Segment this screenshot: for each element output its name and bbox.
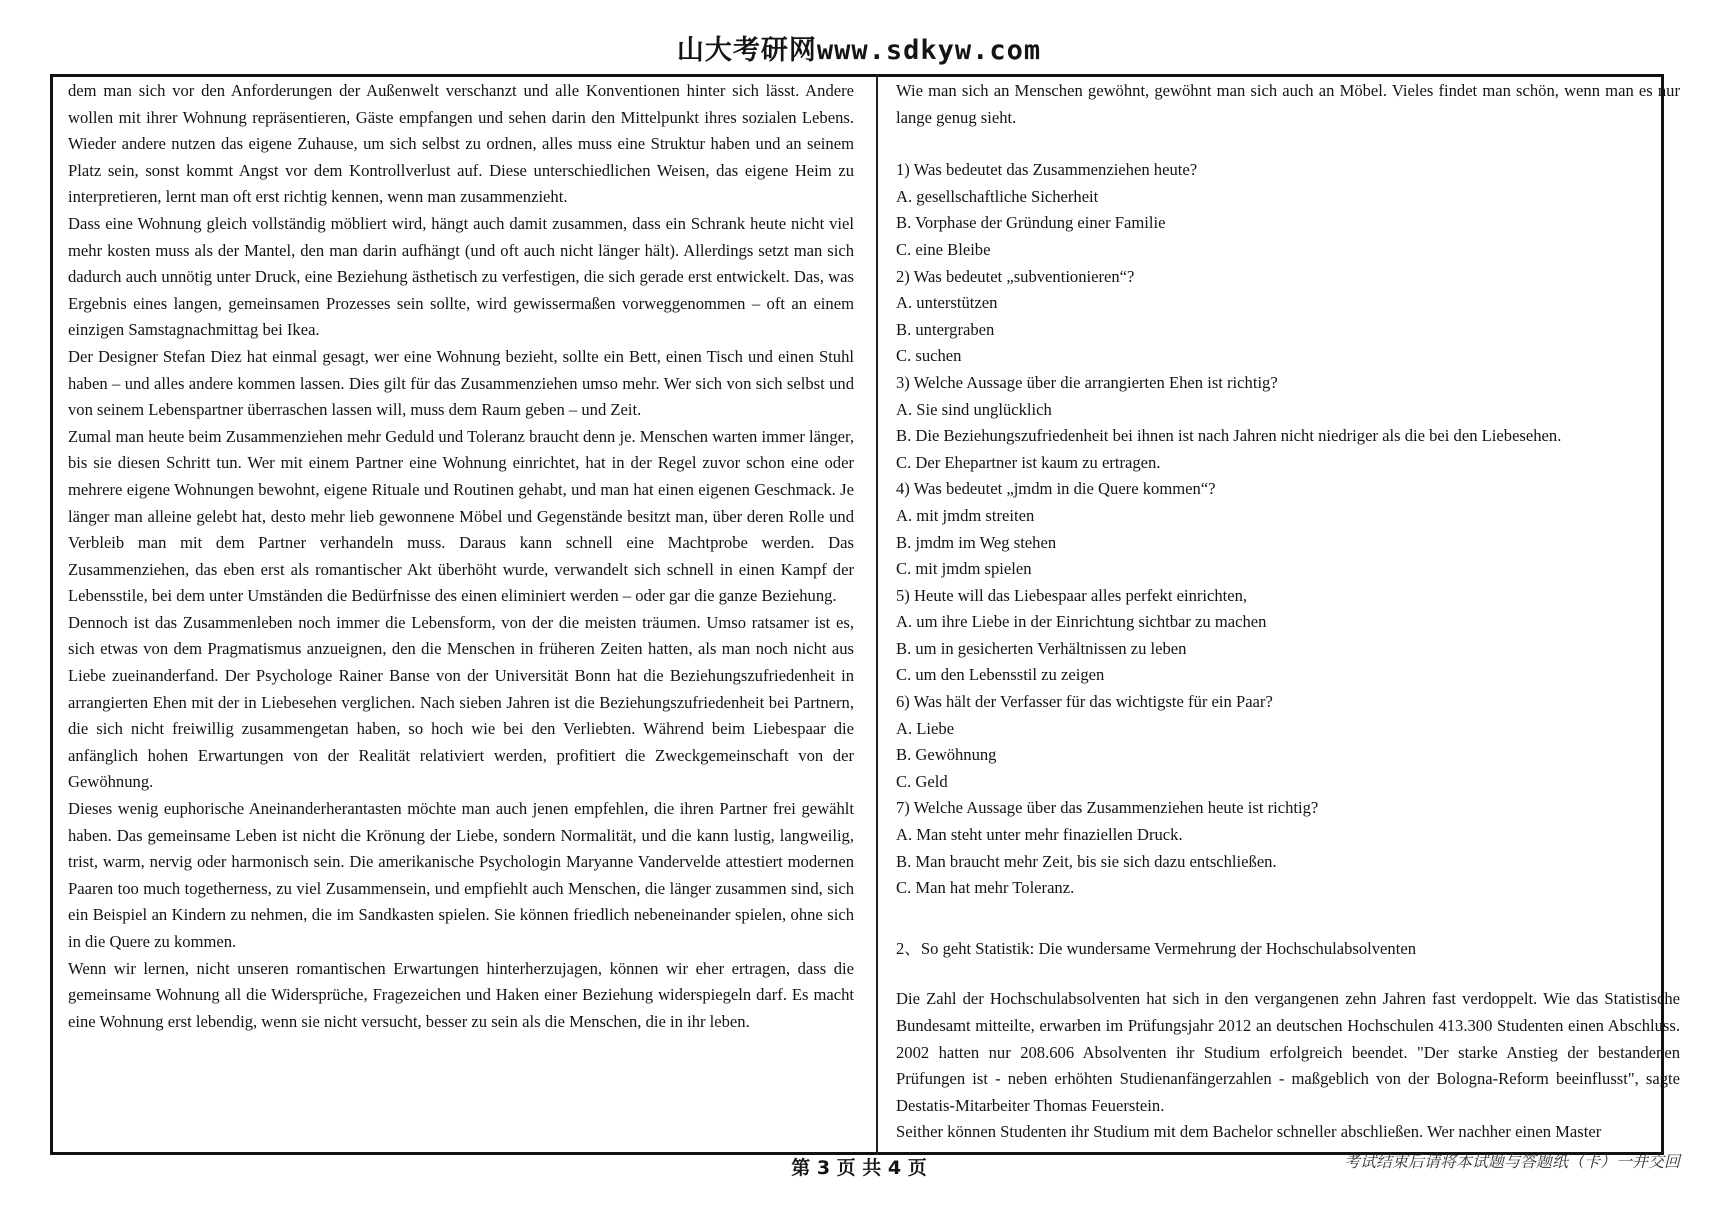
column-divider (876, 74, 878, 1155)
question-option: C. Der Ehepartner ist kaum zu ertragen. (896, 452, 1161, 472)
left-paragraph: Dennoch ist das Zusammenleben noch immer die Lebensform, von der die meisten träumen. Umso ratsamer ist es, sich etwas von dem Pragmatismus anzueignen, den die Menschen in früheren Zeiten hatten, als man noch nicht aus Liebe zueinanderfand. Der Psychologe Rainer Banse von der Universität Bonn hat die Beziehungszufriedenheit in arrangierten Ehen mit der in Liebesehen verglichen. Nach sieben Jahren ist die Beziehungszufriedenheit bei Partnern, die sich nicht freiwillig zusammengetan haben, so hoch wie bei den Verliebten. Während beim Liebespaar die anfänglich hohen Erwartungen von der Realität relativiert werden, profitiert die Zweckgemeinschaft von der Gewöhnung. (68, 612, 854, 792)
question-option: B. Vorphase der Gründung einer Familie (896, 213, 1166, 233)
question-stem: 7) Welche Aussage über das Zusammenziehen heute ist richtig? (896, 798, 1319, 818)
left-paragraph: Dieses wenig euphorische Aneinanderherantasten möchte man auch jenen empfehlen, die ihren Partner frei gewählt haben. Das gemeinsame Leben ist nicht die Krönung der Liebe, sondern Normalität, und die kann lustig, langweilig, trist, warm, nervig oder harmonisch sein. Die amerikanische Psychologin Maryanne Vandervelde attestiert modernen Paaren too much togetherness, zu viel Zusammensein, und empfiehlt auch Menschen, die länger zusammen sind, sich ein Beispiel an Kindern zu nehmen, die im Sandkasten spielen. Sie können friedlich nebeneinander spielen, ohne sich in die Quere zu kommen. (68, 799, 854, 951)
question-option: A. Sie sind unglücklich (896, 399, 1052, 419)
question-stem: 6) Was hält der Verfasser für das wichtigste für ein Paar? (896, 692, 1273, 712)
question-option: C. mit jmdm spielen (896, 559, 1032, 579)
section-paragraph: Seither können Studenten ihr Studium mit dem Bachelor schneller abschließen. Wer nachher einen Master (896, 1122, 1602, 1142)
question-option: B. Die Beziehungszufriedenheit bei ihnen ist nach Jahren nicht niedriger als die bei den Liebesehen. (896, 426, 1562, 446)
section-heading: 2、So geht Statistik: Die wundersame Vermehrung der Hochschulabsolventen (896, 938, 1416, 958)
intro-paragraph: Wie man sich an Menschen gewöhnt, gewöhnt man sich auch an Möbel. Vieles findet man schön, wenn man es nur lange genug sieht. (896, 81, 1680, 127)
question-stem: 4) Was bedeutet „jmdm in die Quere kommen“? (896, 479, 1216, 499)
site-header: 山大考研网www.sdkyw.com (676, 35, 1042, 66)
question-stem: 3) Welche Aussage über die arrangierten Ehen ist richtig? (896, 372, 1278, 392)
question-7 (896, 795, 1680, 901)
question-option: C. Geld (896, 771, 948, 791)
left-paragraph: Wenn wir lernen, nicht unseren romantischen Erwartungen hinterherzujagen, können wir eher ertragen, dass die gemeinsame Wohnung all die Widersprüche, Fragezeichen und Haken einer Beziehung widerspiegeln darf. Es macht eine Wohnung erst lebendig, wenn sie nicht versucht, besser zu sein als die Menschen, die in ihr leben. (68, 958, 854, 1031)
question-option: C. um den Lebensstil zu zeigen (896, 665, 1105, 685)
left-paragraph: dem man sich vor den Anforderungen der Außenwelt verschanzt und alle Konventionen hinter sich lässt. Andere wollen mit ihrer Wohnung repräsentieren, Gäste empfangen und sehen darin den Mittelpunkt ihres sozialen Lebens. Wieder andere nutzen das eigene Zuhause, um sich selbst zu ordnen, alles muss eine Struktur haben und an seinem Platz sein, sonst kommt Angst vor dem Kontrollverlust auf. Diese unterschiedlichen Weisen, das eigene Heim zu interpretieren, lernt man oft erst richtig kennen, wenn man zusammenzieht. (68, 81, 854, 207)
question-option: C. Man hat mehr Toleranz. (896, 878, 1075, 898)
left-column (68, 78, 854, 1035)
question-stem: 5) Heute will das Liebespaar alles perfekt einrichten, (896, 585, 1248, 605)
question-option: C. eine Bleibe (896, 239, 991, 259)
question-stem: 2) Was bedeutet „subventionieren“? (896, 266, 1135, 286)
question-option: A. unterstützen (896, 293, 998, 313)
question-stem: 1) Was bedeutet das Zusammenziehen heute? (896, 160, 1198, 180)
question-option: A. mit jmdm streiten (896, 505, 1035, 525)
question-option: A. Man steht unter mehr finaziellen Druck. (896, 825, 1183, 845)
question-option: A. um ihre Liebe in der Einrichtung sichtbar zu machen (896, 612, 1267, 632)
question-4 (896, 476, 1680, 582)
section-paragraph: Die Zahl der Hochschulabsolventen hat sich in den vergangenen zehn Jahren fast verdoppelt. Wie das Statistische Bundesamt mitteilte, erwarben im Prüfungsjahr 2012 an deutschen Hochschulen 413.300 Studenten einen Abschluss. 2002 hatten nur 208.606 Absolventen ihr Studium erfolgreich beendet. "Der starke Anstieg der bestandenen Prüfungen ist - neben erhöhten Studienanfängerzahlen - maßgeblich von der Bologna-Reform beeinflusst", sagte Destatis-Mitarbeiter Thomas Feuerstein. (896, 989, 1680, 1115)
question-3 (896, 370, 1680, 476)
question-6 (896, 689, 1680, 795)
right-column (896, 78, 1680, 1146)
question-option: B. jmdm im Weg stehen (896, 532, 1057, 552)
question-option: B. um in gesicherten Verhältnissen zu leben (896, 638, 1187, 658)
question-option: B. Man braucht mehr Zeit, bis sie sich dazu entschließen. (896, 851, 1277, 871)
question-option: A. Liebe (896, 718, 955, 738)
question-2 (896, 264, 1680, 370)
question-option: A. gesellschaftliche Sicherheit (896, 186, 1099, 206)
left-paragraph: Der Designer Stefan Diez hat einmal gesagt, wer eine Wohnung bezieht, sollte ein Bett, einen Tisch und einen Stuhl haben – und alles andere kommen lassen. Dies gilt für das Zusammenziehen umso mehr. Wer sich von sich selbst und von seinem Lebenspartner überraschen lassen will, muss dem Raum geben – und Zeit. (68, 346, 854, 420)
question-5 (896, 583, 1680, 689)
question-option: B. untergraben (896, 319, 995, 339)
footer-note: 考试结束后请将本试题与答题纸（卡）一并交回 (1343, 1152, 1680, 1171)
page-number: 第 3 页 共 4 页 (791, 1157, 927, 1179)
question-1 (896, 157, 1680, 263)
left-paragraph: Zumal man heute beim Zusammenziehen mehr Geduld und Toleranz braucht denn je. Menschen warten immer länger, bis sie diesen Schritt tun. Wer mit einem Partner eine Wohnung einrichtet, hat in der Regel zuvor schon eine oder mehrere eigene Wohnungen bewohnt, eigene Rituale und Routinen gehabt, und man hat einen eigenen Geschmack. Je länger man alleine gelebt hat, desto mehr lieb gewonnene Möbel und Gegenstände besitzt man, über deren Rolle und Verbleib man mit dem Partner verhandeln muss. Daraus kann schnell eine Machtprobe werden. Das Zusammenziehen, das eben erst als romantischer Akt überhöht wurde, verwandelt sich schnell in einen Kampf der Lebensstile, bei dem unter Umständen die Bedürfnisse des einen eliminiert werden – oder gar die ganze Beziehung. (68, 426, 854, 606)
question-option: C. suchen (896, 346, 962, 366)
question-option: B. Gewöhnung (896, 745, 997, 765)
left-paragraph: Dass eine Wohnung gleich vollständig möbliert wird, hängt auch damit zusammen, dass ein Schrank heute nicht viel mehr kosten muss als der Mantel, den man darin aufhängt (und oft auch nicht länger hält). Allerdings setzt man sich dadurch auch unnötig unter Druck, eine Beziehung ästhetisch zu verfestigen, die sich gerade erst entwickelt. Das, was Ergebnis eines langen, gemeinsamen Prozesses sein sollte, wird gewissermaßen vorweggenommen – oft an einem einzigen Samstagnachmittag bei Ikea. (68, 213, 854, 340)
